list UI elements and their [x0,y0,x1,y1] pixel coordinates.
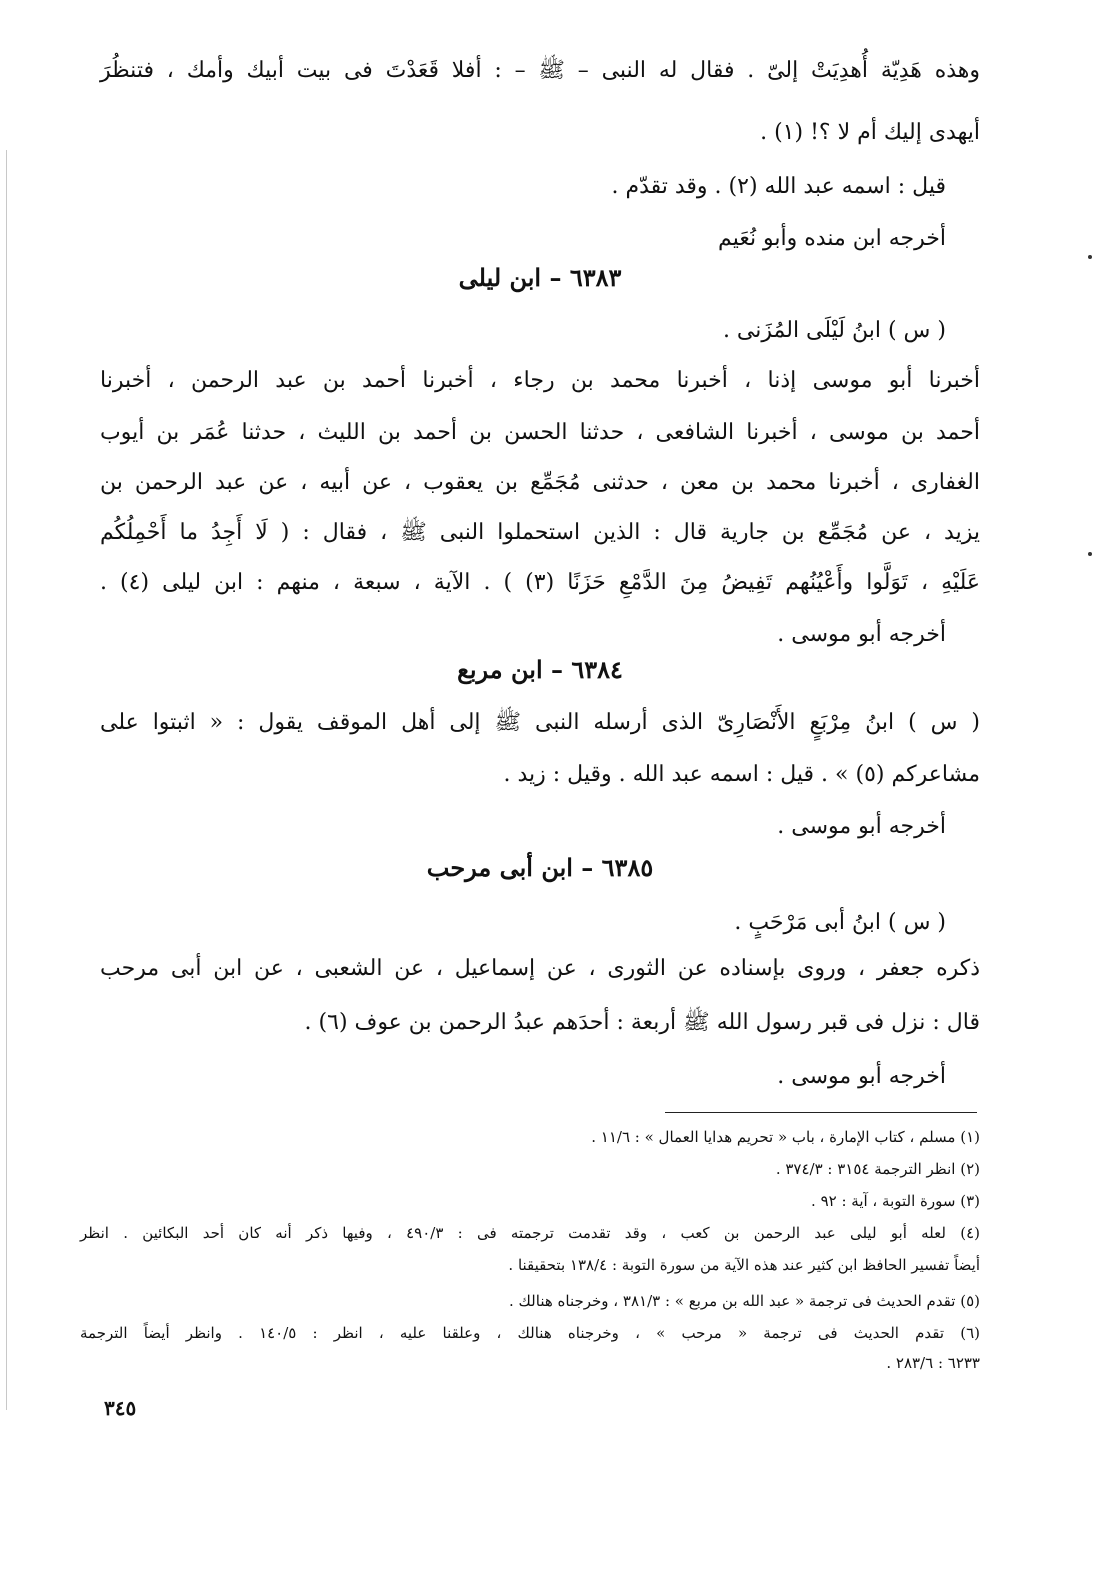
footnote-separator [665,1112,977,1113]
footnote: (٦) تقدم الحديث فى ترجمة « مرحب » ، وخرجناه هنالك ، وعلقنا عليه ، انظر : ١٤٠/٥ . وانظر أيضاً الترجمة [80,1324,980,1342]
footnote: (٢) انظر الترجمة ٣١٥٤ : ٣٧٤/٣ . [775,1160,980,1178]
entry-line: قال : نزل فى قبر رسول الله ﷺ أربعة : أحدَهم عبدُ الرحمن بن عوف (٦) . [304,1010,980,1035]
entry-line: عَلَيْهِ ، تَوَلَّوا وأَعْيُنُهم تَفِيضُ مِنَ الدَّمْعِ حَزَنًا (٣) ) . الآية ، سبعة ، منهم : ابن ليلى (٤) . [100,570,980,595]
footnote: ٦٢٣٣ : ٢٨٣/٦ . [886,1354,980,1372]
footnote: (٥) تقدم الحديث فى ترجمة « عبد الله بن مربع » : ٣٨١/٣ ، وخرجناه هنالك . [509,1292,980,1310]
entry-line: ( س ) ابنُ أبى مَرْحَبٍ . [734,910,946,935]
intro-line: قيل : اسمه عبد الله (٢) . وقد تقدّم . [611,174,946,199]
entry-heading: ٦٣٨٣ – ابن ليلى [458,263,622,292]
scan-speck [1088,552,1092,556]
footnote: (٤) لعله أبو ليلى عبد الرحمن بن كعب ، وقد تقدمت ترجمته فى : ٤٩٠/٣ ، وفيها ذكر أنه كان أحد البكائين . انظر [80,1224,980,1242]
intro-line: أيهدى إليك أم لا ؟! (١) . [760,120,980,145]
entry-line: ذكره جعفر ، وروى بإسناده عن الثورى ، عن إسماعيل ، عن الشعبى ، عن ابن أبى مرحب [100,956,980,981]
entry-line: أخبرنا أبو موسى إذنا ، أخبرنا محمد بن رجاء ، أخبرنا أحمد بن عبد الرحمن ، أخبرنا [100,368,980,393]
page-number: ٣٤٥ [104,1396,137,1420]
scan-speck [1088,255,1092,259]
entry-heading: ٦٣٨٥ – ابن أبى مرحب [426,853,654,882]
entry-line: ( س ) ابنُ مِرْبَعٍ الأَنْصَارِىّ الذى أرسله النبى ﷺ إلى أهل الموقف يقول : « اثبتوا على [100,710,980,735]
entry-line: ( س ) ابنُ لَيْلَى المُزَنى . [722,318,946,343]
entry-line: مشاعركم (٥) » . قيل : اسمه عبد الله . وقيل : زيد . [503,762,980,787]
entry-line: يزيد ، عن مُجَمِّع بن جارية قال : الذين استحملوا النبى ﷺ ، فقال : ( لَا أَجِدُ ما أَحْمِلُكُم [100,520,980,545]
intro-line: أخرجه ابن منده وأبو نُعَيم [718,226,946,251]
entry-line: أخرجه أبو موسى . [777,1064,946,1089]
entry-line: أخرجه أبو موسى . [777,622,946,647]
entry-body [100,708,980,858]
entry-line: أخرجه أبو موسى . [777,814,946,839]
scan-edge-line [6,150,7,1410]
entry-line: أحمد بن موسى ، أخبرنا الشافعى ، حدثنا الحسن بن أحمد بن الليث ، حدثنا عُمَر بن أيوب [100,420,980,445]
footnote: (٣) سورة التوبة ، آية : ٩٢ . [811,1192,980,1210]
footnote: أيضاً تفسير الحافظ ابن كثير عند هذه الآية من سورة التوبة : ١٣٨/٤ بتحقيقنا . [508,1256,980,1274]
entry-body [100,908,980,1108]
entry-heading: ٦٣٨٤ – ابن مربع [457,655,623,684]
intro-line: وهذه هَدِيّة أُهدِيَتْ إلىّ . فقال له النبى – ﷺ – : أفلا قَعَدْتَ فى بيت أبيك وأمك ، فتنظُرَ [100,58,980,83]
entry-body [100,316,980,656]
entry-line: الغفارى ، أخبرنا محمد بن معن ، حدثنى مُجَمِّع بن يعقوب ، عن أبيه ، عن عبد الرحمن بن [100,470,980,495]
footnote: (١) مسلم ، كتاب الإمارة ، باب « تحريم هدايا العمال » : ١١/٦ . [591,1128,980,1146]
